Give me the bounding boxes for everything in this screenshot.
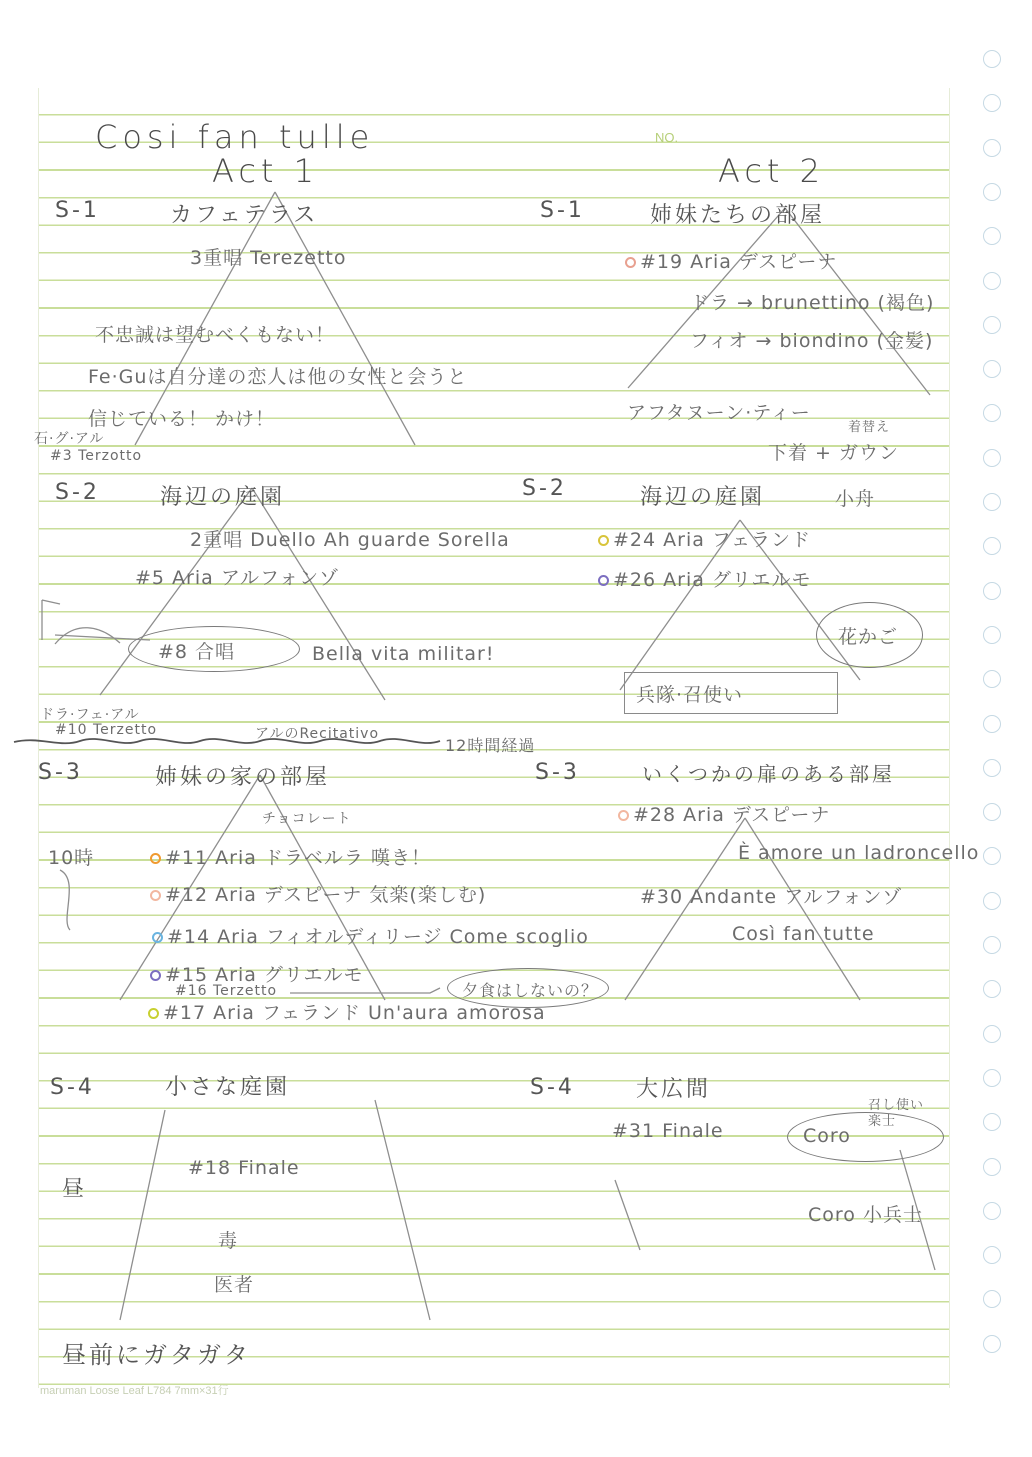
act1-scene3-line [150,880,486,907]
act2-scene2-line [598,525,811,552]
act2-scene4-line: #31 Finale [612,1120,724,1142]
act1-scene4-setting: 小さな庭園 [165,1075,291,1100]
act2-scene3-line [618,800,830,827]
act2-scene1-line: 下着 + ガウン [768,442,899,464]
act2-scene1-line: アフタヌーン·ティー [627,402,811,424]
act1-scene1-line: 不忠誠は望むべくもない！ [95,324,336,346]
act1-scene3-line [150,843,431,870]
number-label: NO. [655,130,679,145]
act2-scene4-setting: 大広間 [636,1077,712,1102]
act1-scene1-setting: カフェテラス [170,203,319,228]
act1-scene2-setting: 海辺の庭園 [160,485,286,510]
act2-scene4-line: 召し使い 楽士 [868,1098,925,1129]
act1-scene4-line: #18 Finale [188,1157,300,1179]
act-2-heading: Act 2 [718,152,825,190]
act1-scene3-line [148,998,546,1025]
act1-scene1-line: 3重唱 Terezetto [190,247,347,269]
aria-28: #28 Aria デスピーナ [633,804,831,826]
peach-dot-icon [150,890,161,901]
act1-scene1-line: Fe·Guは自分達の恋人は他の女性と会うと [88,366,468,388]
act1-scene3-line [152,922,589,949]
yellow-dot-icon [598,535,609,546]
aria-24: #24 Aria フェランド [613,529,811,551]
act1-scene4-line: 昼前にガタガタ [62,1341,251,1369]
act1-scene3-label: S-3 [38,760,83,785]
purple-dot-icon [150,970,161,981]
paper-brand-footer: maruman Loose Leaf L784 7mm×31行 [40,1385,229,1397]
act2-scene2-line [598,565,812,592]
purple-dot-icon [598,575,609,586]
peach-dot-icon [618,810,629,821]
act1-scene1-label: S-1 [55,198,100,223]
act-1-heading: Act 1 [212,152,319,190]
orange-dot-icon [150,853,161,864]
yellow-dot-icon [148,1008,159,1019]
act1-scene3-line: #16 Terzetto [175,983,278,999]
act2-scene3-line: #30 Andante アルフォンゾ [640,886,903,908]
act1-scene4-label: S-4 [50,1075,95,1100]
act2-scene2-extra: 小舟 [835,488,876,510]
act1-scene2-line: #10 Terzetto [55,722,158,738]
act1-scene4-line: 毒 [218,1230,239,1252]
aria-19: #19 Aria デスピーナ [640,251,838,273]
act2-scene4-line: Coro [803,1125,851,1147]
act1-scene2-line: #5 Aria アルフォンゾ [135,567,340,589]
act2-scene2-label: S-2 [522,476,567,501]
act2-scene1-line: フィオ → biondino (金髪) [690,330,934,352]
blue-dot-icon [152,932,163,943]
act1-scene3-line: チョコレート [262,811,352,827]
act2-scene2-line: 花かご [838,626,899,648]
act2-scene1-line: 着替え [848,420,891,435]
act2-scene4-line: Coro 小兵士 [808,1204,923,1226]
act1-scene4-line: 医者 [214,1274,255,1296]
aria-11: #11 Aria ドラベルラ 嘆き！ [165,847,431,869]
act1-scene3-setting: 姉妹の家の部屋 [155,765,331,790]
act2-scene1-setting: 姉妹たちの部屋 [650,203,826,228]
act1-scene4-line: 昼 [62,1177,88,1202]
act1-scene1-line: 信じている！ かけ！ [88,408,276,430]
act1-scene2-line: 2重唱 Duello Ah guarde Sorella [190,529,510,551]
aria-15: #15 Aria グリエルモ [165,964,364,986]
act1-scene2-line: #8 合唱 [158,641,236,663]
act1-scene2-line: 12時間経過 [445,736,536,755]
act2-scene1-label: S-1 [540,198,585,223]
act1-scene2-line: ドラ·フェ·アル [40,707,140,723]
act1-scene3-line: 夕食はしないの？ [462,981,599,1000]
aria-12: #12 Aria デスピーナ 気楽(楽しむ) [165,884,487,906]
act1-scene2-line: アルのRecitativo [255,726,380,742]
act1-scene2-line: Bella vita militar! [312,643,495,665]
act2-scene3-setting: いくつかの扉のある部屋 [642,762,895,786]
page-title: Cosi fan tulle [95,118,375,156]
act2-scene3-label: S-3 [535,760,580,785]
act1-scene2-label: S-2 [55,480,100,505]
act1-scene3-line: 10時 [48,847,95,869]
act2-scene4-label: S-4 [530,1075,575,1100]
act2-scene3-line: Così fan tutte [732,923,875,945]
act1-scene1-line: #3 Terzotto [50,448,143,464]
salmon-dot-icon [625,257,636,268]
act2-scene3-line: È amore un ladroncello [738,842,980,864]
aria-26: #26 Aria グリエルモ [613,569,812,591]
act2-scene1-line: ドラ → brunettino (褐色) [690,292,935,314]
act2-scene1-line [625,247,837,274]
act2-scene2-line: 兵隊·召使い [636,684,744,706]
act1-scene1-line: 石·グ·アル [34,431,105,447]
aria-14: #14 Aria フィオルディリージ Come scoglio [167,926,589,948]
aria-17: #17 Aria フェランド Un'aura amorosa [163,1002,546,1024]
act2-scene2-setting: 海辺の庭園 [640,485,766,510]
